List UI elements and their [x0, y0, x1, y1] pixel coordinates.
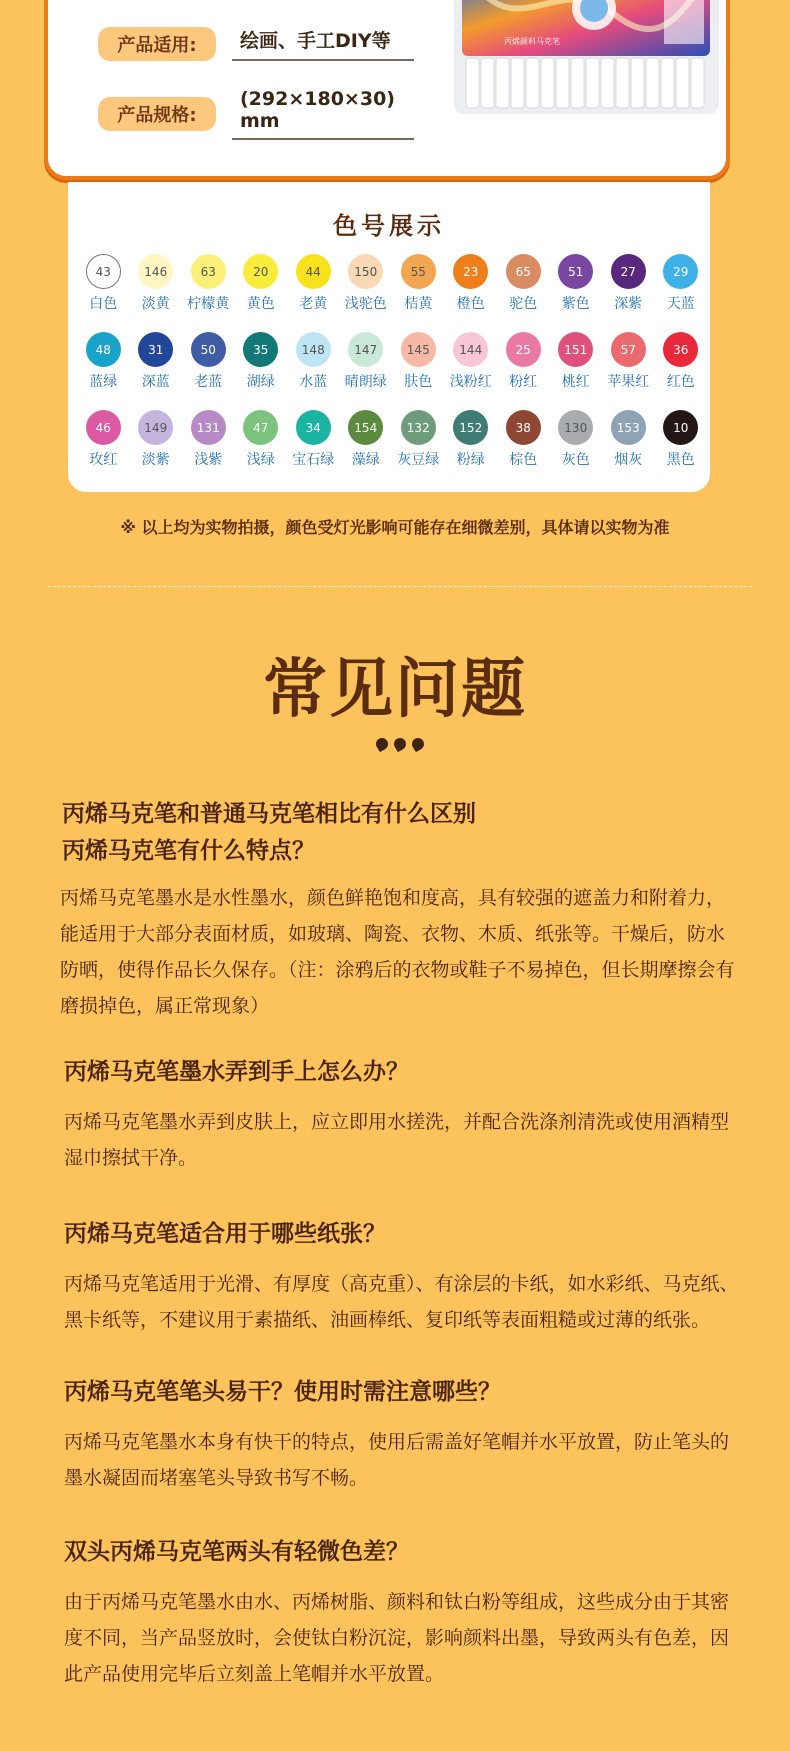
color-swatch [235, 332, 288, 410]
swatch-name: 老蓝 [194, 374, 223, 390]
swatch-name: 粉红 [509, 374, 538, 390]
color-swatch [497, 332, 550, 410]
swatch-name: 蓝绿 [89, 374, 118, 390]
color-swatch [340, 410, 393, 488]
faq-question: 丙烯马克笔适合用于哪些纸张？ [64, 1221, 386, 1247]
swatch-code: 20 [243, 254, 278, 289]
swatch-code: 29 [663, 254, 698, 289]
swatch-code: 48 [86, 332, 121, 367]
swatch-name: 淡紫 [141, 452, 170, 468]
swatch-code: 27 [611, 254, 646, 289]
swatch-name: 桃红 [561, 374, 590, 390]
color-swatch [445, 410, 498, 488]
color-chart [68, 182, 710, 492]
swatch-code: 10 [663, 410, 698, 445]
color-swatch [235, 410, 288, 488]
swatch-name: 苹果红 [607, 374, 650, 390]
color-swatch [392, 332, 445, 410]
swatch-name: 橙色 [456, 296, 485, 312]
swatch-code: 153 [611, 410, 646, 445]
faq-answer: 丙烯马克笔适用于光滑、有厚度（高克重）、有涂层的卡纸，如水彩纸、马克纸、黑卡纸等，不建议用于素描纸、油画棒纸、复印纸等表面粗糙或过薄的纸张。 [64, 1273, 739, 1331]
color-swatch [340, 332, 393, 410]
box-text: 丙烯颜料马克笔 [504, 37, 560, 46]
swatch-grid [77, 254, 707, 488]
swatch-code: 65 [506, 254, 541, 289]
swatch-name: 浅粉红 [449, 374, 492, 390]
color-swatch [130, 410, 183, 488]
swatch-name: 柠檬黄 [187, 296, 230, 312]
swatch-name: 肤色 [404, 374, 433, 390]
color-swatch [182, 410, 235, 488]
section-divider [48, 586, 752, 587]
swatch-name: 黄色 [246, 296, 275, 312]
swatch-code: 47 [243, 410, 278, 445]
color-swatch [550, 254, 603, 332]
swatch-code: 148 [296, 332, 331, 367]
swatch-name: 天蓝 [666, 296, 695, 312]
swatch-name: 老黄 [299, 296, 328, 312]
color-swatch [182, 254, 235, 332]
faq-answer: 由于丙烯马克笔墨水由水、丙烯树脂、颜料和钛白粉等组成，这些成分由于其密度不同，当产品竖放时，会使钛白粉沉淀，影响颜料出墨，导致两头有色差，因此产品使用完毕后立刻盖上笔帽并水平放置。 [64, 1591, 730, 1685]
swatch-code: 149 [138, 410, 173, 445]
swatch-code: 147 [348, 332, 383, 367]
swatch-code: 55 [401, 254, 436, 289]
usage-value: 绘画、手工DIY等 [232, 26, 414, 61]
color-swatch [287, 254, 340, 332]
swatch-row [77, 332, 707, 410]
color-swatch [655, 410, 708, 488]
swatch-code: 31 [138, 332, 173, 367]
swatch-code: 152 [453, 410, 488, 445]
faq-question: 丙烯马克笔墨水弄到手上怎么办？ [64, 1059, 409, 1085]
swatch-code: 25 [506, 332, 541, 367]
color-chart-title: 色号展示 [333, 212, 445, 240]
swatch-name: 晴朗绿 [344, 374, 387, 390]
usage-label: 产品适用: [98, 27, 216, 61]
swatch-code: 151 [558, 332, 593, 367]
swatch-name: 深紫 [614, 296, 643, 312]
swatch-name: 红色 [666, 374, 695, 390]
color-swatch [77, 254, 130, 332]
swatch-code: 144 [453, 332, 488, 367]
faq-question: 丙烯马克笔笔头易干？使用时需注意哪些？ [64, 1379, 501, 1405]
color-swatch [287, 332, 340, 410]
swatch-code: 44 [296, 254, 331, 289]
usage-row [98, 26, 414, 61]
spec-row [98, 88, 414, 140]
color-swatch [77, 410, 130, 488]
color-swatch [445, 332, 498, 410]
color-swatch [287, 410, 340, 488]
color-swatch [655, 254, 708, 332]
color-swatch [602, 410, 655, 488]
faq-answer: 丙烯马克笔墨水是水性墨水，颜色鲜艳饱和度高，具有较强的遮盖力和附着力，能适用于大部分表面材质，如玻璃、陶瓷、衣物、木质、纸张等。干燥后，防水防晒，使得作品长久保存。（注：涂鸦后的衣物或鞋子不易掉色，但长期摩擦会有磨损掉色，属正常现象） [60, 887, 735, 1017]
color-swatch [602, 332, 655, 410]
swatch-code: 36 [663, 332, 698, 367]
swatch-name: 白色 [89, 296, 118, 312]
color-swatch [550, 332, 603, 410]
swatch-code: 35 [243, 332, 278, 367]
color-swatch [602, 254, 655, 332]
swatch-name: 灰豆绿 [397, 452, 440, 468]
swatch-code: 57 [611, 332, 646, 367]
color-swatch [550, 410, 603, 488]
faq-answer: 丙烯马克笔墨水弄到皮肤上，应立即用水搓洗，并配合洗涤剂清洗或使用酒精型湿巾擦拭干净。 [64, 1111, 730, 1169]
color-swatch [497, 254, 550, 332]
swatch-code: 23 [453, 254, 488, 289]
color-swatch [392, 254, 445, 332]
color-swatch [130, 332, 183, 410]
color-swatch [445, 254, 498, 332]
swatch-name: 湖绿 [246, 374, 275, 390]
swatch-code: 34 [296, 410, 331, 445]
swatch-name: 浅紫 [194, 452, 223, 468]
color-swatch [235, 254, 288, 332]
faq-question: 双头丙烯马克笔两头有轻微色差？ [64, 1539, 409, 1565]
color-swatch [77, 332, 130, 410]
faq-title: 常见问题 [263, 653, 527, 727]
swatch-code: 131 [191, 410, 226, 445]
color-swatch [497, 410, 550, 488]
swatch-code: 43 [86, 254, 121, 289]
color-swatch [182, 332, 235, 410]
swatch-name: 浅绿 [246, 452, 275, 468]
swatch-code: 132 [401, 410, 436, 445]
color-swatch [392, 410, 445, 488]
swatch-name: 淡黄 [141, 296, 170, 312]
swatch-name: 宝石绿 [292, 452, 335, 468]
swatch-code: 38 [506, 410, 541, 445]
color-swatch [655, 332, 708, 410]
swatch-name: 粉绿 [456, 452, 485, 468]
swatch-name: 藻绿 [351, 452, 380, 468]
swatch-code: 154 [348, 410, 383, 445]
spec-value: (292×180×30) mm [232, 88, 414, 140]
decorative-dots-icon [376, 738, 424, 750]
swatch-name: 灰色 [561, 452, 590, 468]
swatch-row [77, 254, 707, 332]
swatch-name: 棕色 [509, 452, 538, 468]
color-swatch [340, 254, 393, 332]
swatch-name: 紫色 [561, 296, 590, 312]
swatch-code: 50 [191, 332, 226, 367]
faq-answer: 丙烯马克笔墨水本身有快干的特点，使用后需盖好笔帽并水平放置，防止笔头的墨水凝固而堵塞笔头导致书写不畅。 [64, 1431, 730, 1489]
swatch-code: 150 [348, 254, 383, 289]
marker-box-image [444, 0, 730, 124]
swatch-name: 黑色 [666, 452, 695, 468]
swatch-code: 146 [138, 254, 173, 289]
swatch-name: 烟灰 [614, 452, 643, 468]
swatch-code: 46 [86, 410, 121, 445]
swatch-code: 130 [558, 410, 593, 445]
swatch-name: 桔黄 [404, 296, 433, 312]
swatch-name: 水蓝 [299, 374, 328, 390]
swatch-code: 63 [191, 254, 226, 289]
color-swatch [130, 254, 183, 332]
swatch-name: 浅驼色 [344, 296, 387, 312]
swatch-name: 深蓝 [141, 374, 170, 390]
color-note: ※ 以上均为实物拍摄，颜色受灯光影响可能存在细微差别，具体请以实物为准 [120, 518, 670, 537]
swatch-row [77, 410, 707, 488]
product-card [44, 0, 730, 180]
swatch-code: 145 [401, 332, 436, 367]
spec-label: 产品规格: [98, 97, 216, 131]
swatch-code: 51 [558, 254, 593, 289]
swatch-name: 驼色 [509, 296, 538, 312]
swatch-name: 玫红 [89, 452, 118, 468]
faq-question: 丙烯马克笔和普通马克笔相比有什么区别 丙烯马克笔有什么特点？ [62, 801, 476, 864]
